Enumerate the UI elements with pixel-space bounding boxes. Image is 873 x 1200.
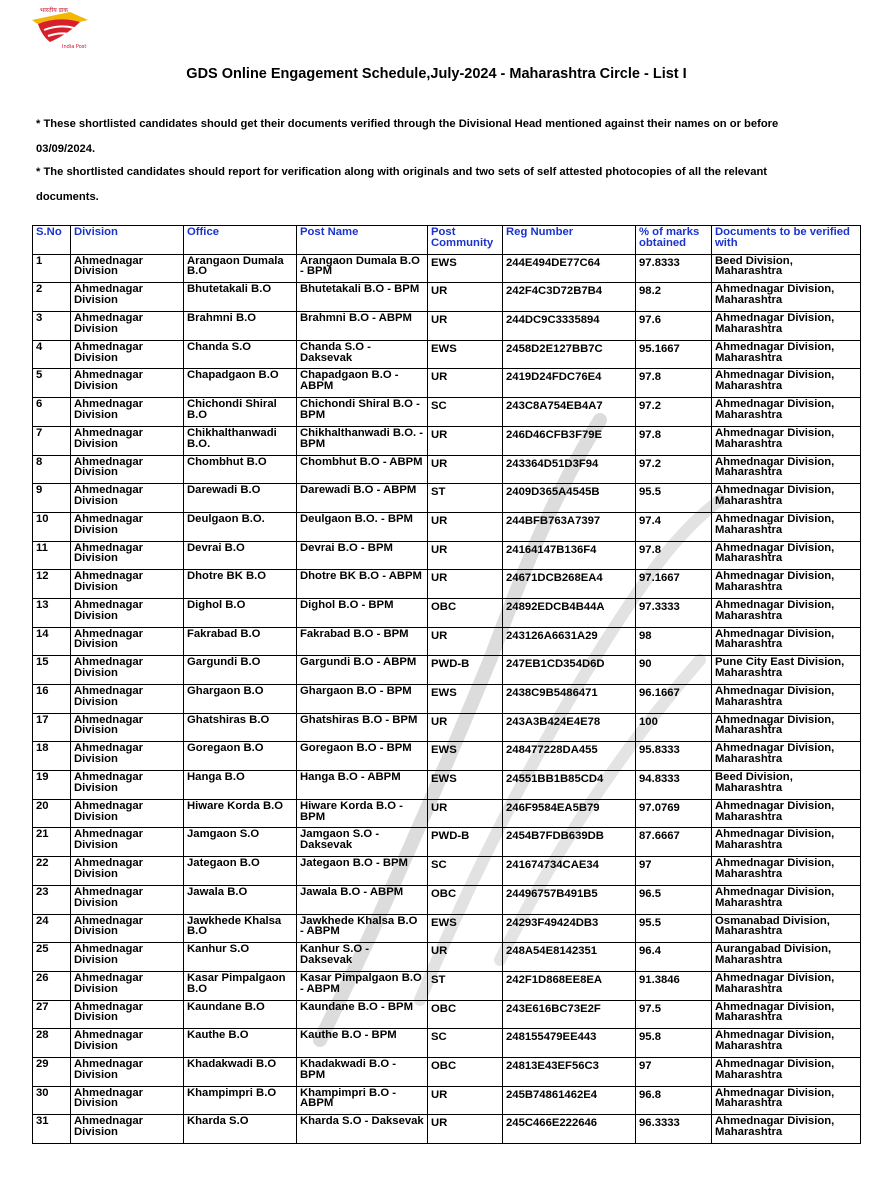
table-row bbox=[33, 713, 861, 742]
cell-reg-number: 243126A6631A29 bbox=[503, 627, 636, 656]
cell-post-name: Kasar Pimpalgaon B.O - ABPM bbox=[297, 971, 428, 1000]
cell-reg-number: 243364D51D3F94 bbox=[503, 455, 636, 484]
cell-division: Ahmednagar Division bbox=[71, 656, 184, 685]
cell-office: Devrai B.O bbox=[184, 541, 297, 570]
cell-reg-number: 24892EDCB4B44A bbox=[503, 598, 636, 627]
cell-sno: 29 bbox=[33, 1057, 71, 1086]
cell-division: Ahmednagar Division bbox=[71, 1029, 184, 1058]
table-row bbox=[33, 340, 861, 369]
cell-documents-verified-with: Ahmednagar Division, Maharashtra bbox=[712, 455, 861, 484]
cell-post-community: UR bbox=[428, 570, 503, 599]
cell-division: Ahmednagar Division bbox=[71, 943, 184, 972]
cell-marks: 97.2 bbox=[636, 455, 712, 484]
cell-sno: 7 bbox=[33, 426, 71, 455]
cell-post-community: OBC bbox=[428, 885, 503, 914]
cell-marks: 97.8333 bbox=[636, 254, 712, 283]
table-row bbox=[33, 1029, 861, 1058]
table-row bbox=[33, 1086, 861, 1115]
cell-marks: 97 bbox=[636, 857, 712, 886]
cell-post-name: Deulgaon B.O. - BPM bbox=[297, 512, 428, 541]
header-office: Office bbox=[184, 226, 297, 255]
table-row bbox=[33, 771, 861, 800]
cell-division: Ahmednagar Division bbox=[71, 627, 184, 656]
cell-office: Khadakwadi B.O bbox=[184, 1057, 297, 1086]
cell-post-community: UR bbox=[428, 943, 503, 972]
cell-post-name: Darewadi B.O - ABPM bbox=[297, 484, 428, 513]
cell-post-name: Kanhur S.O - Daksevak bbox=[297, 943, 428, 972]
cell-division: Ahmednagar Division bbox=[71, 828, 184, 857]
cell-post-community: EWS bbox=[428, 771, 503, 800]
cell-marks: 97.5 bbox=[636, 1000, 712, 1029]
cell-documents-verified-with: Ahmednagar Division, Maharashtra bbox=[712, 398, 861, 427]
cell-marks: 98 bbox=[636, 627, 712, 656]
cell-post-community: UR bbox=[428, 541, 503, 570]
cell-marks: 97.8 bbox=[636, 541, 712, 570]
cell-office: Fakrabad B.O bbox=[184, 627, 297, 656]
cell-post-community: OBC bbox=[428, 1057, 503, 1086]
cell-reg-number: 248477228DA455 bbox=[503, 742, 636, 771]
cell-division: Ahmednagar Division bbox=[71, 598, 184, 627]
cell-reg-number: 24671DCB268EA4 bbox=[503, 570, 636, 599]
cell-post-community: UR bbox=[428, 1086, 503, 1115]
cell-sno: 2 bbox=[33, 283, 71, 312]
cell-post-community: UR bbox=[428, 455, 503, 484]
cell-reg-number: 2419D24FDC76E4 bbox=[503, 369, 636, 398]
cell-office: Ghatshiras B.O bbox=[184, 713, 297, 742]
document-title: GDS Online Engagement Schedule,July-2024 - Maharashtra Circle - List I bbox=[186, 66, 687, 82]
cell-marks: 95.1667 bbox=[636, 340, 712, 369]
cell-reg-number: 244E494DE77C64 bbox=[503, 254, 636, 283]
cell-office: Darewadi B.O bbox=[184, 484, 297, 513]
table-row bbox=[33, 914, 861, 943]
cell-sno: 19 bbox=[33, 771, 71, 800]
cell-documents-verified-with: Ahmednagar Division, Maharashtra bbox=[712, 484, 861, 513]
cell-post-name: Brahmni B.O - ABPM bbox=[297, 312, 428, 341]
cell-post-name: Fakrabad B.O - BPM bbox=[297, 627, 428, 656]
cell-reg-number: 2458D2E127BB7C bbox=[503, 340, 636, 369]
cell-documents-verified-with: Ahmednagar Division, Maharashtra bbox=[712, 885, 861, 914]
cell-reg-number: 246D46CFB3F79E bbox=[503, 426, 636, 455]
cell-sno: 31 bbox=[33, 1115, 71, 1144]
cell-marks: 95.5 bbox=[636, 914, 712, 943]
table-row bbox=[33, 283, 861, 312]
cell-documents-verified-with: Ahmednagar Division, Maharashtra bbox=[712, 799, 861, 828]
cell-post-community: OBC bbox=[428, 598, 503, 627]
cell-reg-number: 248155479EE443 bbox=[503, 1029, 636, 1058]
cell-post-name: Goregaon B.O - BPM bbox=[297, 742, 428, 771]
cell-division: Ahmednagar Division bbox=[71, 541, 184, 570]
cell-office: Kanhur S.O bbox=[184, 943, 297, 972]
cell-documents-verified-with: Beed Division, Maharashtra bbox=[712, 254, 861, 283]
cell-documents-verified-with: Ahmednagar Division, Maharashtra bbox=[712, 512, 861, 541]
cell-reg-number: 2409D365A4545B bbox=[503, 484, 636, 513]
cell-sno: 9 bbox=[33, 484, 71, 513]
cell-office: Jawala B.O bbox=[184, 885, 297, 914]
cell-marks: 96.1667 bbox=[636, 685, 712, 714]
cell-division: Ahmednagar Division bbox=[71, 1086, 184, 1115]
cell-documents-verified-with: Ahmednagar Division, Maharashtra bbox=[712, 541, 861, 570]
table-row bbox=[33, 598, 861, 627]
cell-division: Ahmednagar Division bbox=[71, 312, 184, 341]
cell-sno: 30 bbox=[33, 1086, 71, 1115]
table-row bbox=[33, 1115, 861, 1144]
cell-sno: 6 bbox=[33, 398, 71, 427]
cell-sno: 18 bbox=[33, 742, 71, 771]
cell-sno: 8 bbox=[33, 455, 71, 484]
cell-reg-number: 247EB1CD354D6D bbox=[503, 656, 636, 685]
cell-marks: 97 bbox=[636, 1057, 712, 1086]
table-row bbox=[33, 484, 861, 513]
cell-post-community: UR bbox=[428, 799, 503, 828]
cell-post-community: SC bbox=[428, 857, 503, 886]
cell-reg-number: 2438C9B5486471 bbox=[503, 685, 636, 714]
cell-marks: 94.8333 bbox=[636, 771, 712, 800]
cell-documents-verified-with: Ahmednagar Division, Maharashtra bbox=[712, 713, 861, 742]
note-originals-required: * The shortlisted candidates should report for verification along with originals and two sets of self attested photocopies of all the relevant documents. bbox=[36, 166, 768, 203]
cell-post-community: UR bbox=[428, 512, 503, 541]
cell-post-community: ST bbox=[428, 484, 503, 513]
cell-office: Goregaon B.O bbox=[184, 742, 297, 771]
cell-division: Ahmednagar Division bbox=[71, 1000, 184, 1029]
cell-office: Kauthe B.O bbox=[184, 1029, 297, 1058]
table-row bbox=[33, 742, 861, 771]
cell-documents-verified-with: Aurangabad Division, Maharashtra bbox=[712, 943, 861, 972]
cell-reg-number: 24496757B491B5 bbox=[503, 885, 636, 914]
cell-reg-number: 2454B7FDB639DB bbox=[503, 828, 636, 857]
cell-post-community: UR bbox=[428, 627, 503, 656]
cell-documents-verified-with: Ahmednagar Division, Maharashtra bbox=[712, 685, 861, 714]
table-row bbox=[33, 512, 861, 541]
cell-post-name: Hanga B.O - ABPM bbox=[297, 771, 428, 800]
cell-marks: 97.3333 bbox=[636, 598, 712, 627]
cell-post-name: Chombhut B.O - ABPM bbox=[297, 455, 428, 484]
cell-marks: 97.8 bbox=[636, 426, 712, 455]
cell-post-community: SC bbox=[428, 398, 503, 427]
cell-office: Chichondi Shiral B.O bbox=[184, 398, 297, 427]
cell-office: Brahmni B.O bbox=[184, 312, 297, 341]
cell-division: Ahmednagar Division bbox=[71, 713, 184, 742]
cell-office: Chikhalthanwadi B.O. bbox=[184, 426, 297, 455]
cell-post-community: EWS bbox=[428, 254, 503, 283]
table-row bbox=[33, 369, 861, 398]
cell-marks: 100 bbox=[636, 713, 712, 742]
cell-sno: 25 bbox=[33, 943, 71, 972]
engagement-schedule-table bbox=[32, 225, 861, 1144]
cell-sno: 20 bbox=[33, 799, 71, 828]
cell-sno: 14 bbox=[33, 627, 71, 656]
cell-documents-verified-with: Ahmednagar Division, Maharashtra bbox=[712, 857, 861, 886]
cell-post-community: OBC bbox=[428, 1000, 503, 1029]
cell-office: Kaundane B.O bbox=[184, 1000, 297, 1029]
cell-office: Deulgaon B.O. bbox=[184, 512, 297, 541]
cell-post-name: Jamgaon S.O - Daksevak bbox=[297, 828, 428, 857]
header-post-name: Post Name bbox=[297, 226, 428, 255]
cell-division: Ahmednagar Division bbox=[71, 914, 184, 943]
header-documents-verified-with: Documents to be verified with bbox=[712, 226, 861, 255]
cell-division: Ahmednagar Division bbox=[71, 369, 184, 398]
cell-division: Ahmednagar Division bbox=[71, 1115, 184, 1144]
cell-marks: 96.8 bbox=[636, 1086, 712, 1115]
table-row bbox=[33, 857, 861, 886]
cell-division: Ahmednagar Division bbox=[71, 455, 184, 484]
cell-post-community: EWS bbox=[428, 340, 503, 369]
cell-reg-number: 244DC9C3335894 bbox=[503, 312, 636, 341]
note-verification-deadline: * These shortlisted candidates should get their documents verified through the Divisional Head mentioned against their names on or before 03/09/2024. bbox=[36, 118, 779, 155]
cell-reg-number: 242F1D868EE8EA bbox=[503, 971, 636, 1000]
cell-marks: 96.4 bbox=[636, 943, 712, 972]
cell-post-name: Chikhalthanwadi B.O. - BPM bbox=[297, 426, 428, 455]
table-row bbox=[33, 426, 861, 455]
table-row bbox=[33, 254, 861, 283]
cell-office: Jamgaon S.O bbox=[184, 828, 297, 857]
cell-division: Ahmednagar Division bbox=[71, 340, 184, 369]
cell-post-community: UR bbox=[428, 369, 503, 398]
cell-division: Ahmednagar Division bbox=[71, 512, 184, 541]
cell-documents-verified-with: Ahmednagar Division, Maharashtra bbox=[712, 828, 861, 857]
cell-documents-verified-with: Ahmednagar Division, Maharashtra bbox=[712, 1115, 861, 1144]
cell-marks: 95.8 bbox=[636, 1029, 712, 1058]
cell-office: Arangaon Dumala B.O bbox=[184, 254, 297, 283]
table-row bbox=[33, 570, 861, 599]
cell-sno: 16 bbox=[33, 685, 71, 714]
cell-sno: 24 bbox=[33, 914, 71, 943]
cell-post-name: Dhotre BK B.O - ABPM bbox=[297, 570, 428, 599]
cell-post-community: EWS bbox=[428, 742, 503, 771]
header-reg-number: Reg Number bbox=[503, 226, 636, 255]
cell-marks: 97.6 bbox=[636, 312, 712, 341]
table-row bbox=[33, 312, 861, 341]
cell-post-name: Gargundi B.O - ABPM bbox=[297, 656, 428, 685]
cell-post-name: Khadakwadi B.O - BPM bbox=[297, 1057, 428, 1086]
cell-reg-number: 24164147B136F4 bbox=[503, 541, 636, 570]
header-division: Division bbox=[71, 226, 184, 255]
cell-reg-number: 24551BB1B85CD4 bbox=[503, 771, 636, 800]
cell-post-community: UR bbox=[428, 312, 503, 341]
cell-office: Kharda S.O bbox=[184, 1115, 297, 1144]
cell-office: Dhotre BK B.O bbox=[184, 570, 297, 599]
cell-reg-number: 248A54E8142351 bbox=[503, 943, 636, 972]
cell-post-name: Jawala B.O - ABPM bbox=[297, 885, 428, 914]
cell-division: Ahmednagar Division bbox=[71, 484, 184, 513]
cell-office: Jategaon B.O bbox=[184, 857, 297, 886]
cell-marks: 90 bbox=[636, 656, 712, 685]
cell-reg-number: 243E616BC73E2F bbox=[503, 1000, 636, 1029]
cell-documents-verified-with: Beed Division, Maharashtra bbox=[712, 771, 861, 800]
table-row bbox=[33, 685, 861, 714]
cell-post-name: Hiware Korda B.O - BPM bbox=[297, 799, 428, 828]
cell-marks: 97.2 bbox=[636, 398, 712, 427]
cell-marks: 98.2 bbox=[636, 283, 712, 312]
cell-marks: 97.0769 bbox=[636, 799, 712, 828]
cell-sno: 12 bbox=[33, 570, 71, 599]
table-row bbox=[33, 943, 861, 972]
cell-office: Jawkhede Khalsa B.O bbox=[184, 914, 297, 943]
header-post-community: Post Community bbox=[428, 226, 503, 255]
cell-office: Bhutetakali B.O bbox=[184, 283, 297, 312]
cell-post-community: UR bbox=[428, 713, 503, 742]
cell-post-name: Khampimpri B.O - ABPM bbox=[297, 1086, 428, 1115]
cell-division: Ahmednagar Division bbox=[71, 685, 184, 714]
cell-post-community: EWS bbox=[428, 914, 503, 943]
cell-post-community: ST bbox=[428, 971, 503, 1000]
cell-sno: 13 bbox=[33, 598, 71, 627]
cell-post-name: Jawkhede Khalsa B.O - ABPM bbox=[297, 914, 428, 943]
cell-post-name: Chanda S.O - Daksevak bbox=[297, 340, 428, 369]
cell-documents-verified-with: Ahmednagar Division, Maharashtra bbox=[712, 742, 861, 771]
cell-division: Ahmednagar Division bbox=[71, 426, 184, 455]
cell-division: Ahmednagar Division bbox=[71, 799, 184, 828]
cell-documents-verified-with: Ahmednagar Division, Maharashtra bbox=[712, 1029, 861, 1058]
cell-office: Dighol B.O bbox=[184, 598, 297, 627]
cell-reg-number: 245C466E222646 bbox=[503, 1115, 636, 1144]
cell-sno: 26 bbox=[33, 971, 71, 1000]
cell-documents-verified-with: Ahmednagar Division, Maharashtra bbox=[712, 598, 861, 627]
cell-post-name: Chichondi Shiral B.O - BPM bbox=[297, 398, 428, 427]
cell-division: Ahmednagar Division bbox=[71, 857, 184, 886]
cell-documents-verified-with: Ahmednagar Division, Maharashtra bbox=[712, 1057, 861, 1086]
cell-office: Chombhut B.O bbox=[184, 455, 297, 484]
cell-post-name: Arangaon Dumala B.O - BPM bbox=[297, 254, 428, 283]
cell-reg-number: 24813E43EF56C3 bbox=[503, 1057, 636, 1086]
cell-post-name: Chapadgaon B.O - ABPM bbox=[297, 369, 428, 398]
cell-post-name: Dighol B.O - BPM bbox=[297, 598, 428, 627]
cell-marks: 87.6667 bbox=[636, 828, 712, 857]
table-row bbox=[33, 398, 861, 427]
cell-documents-verified-with: Ahmednagar Division, Maharashtra bbox=[712, 1086, 861, 1115]
cell-sno: 10 bbox=[33, 512, 71, 541]
cell-marks: 97.4 bbox=[636, 512, 712, 541]
cell-sno: 15 bbox=[33, 656, 71, 685]
cell-office: Khampimpri B.O bbox=[184, 1086, 297, 1115]
cell-post-community: SC bbox=[428, 1029, 503, 1058]
cell-documents-verified-with: Osmanabad Division, Maharashtra bbox=[712, 914, 861, 943]
table-header-row bbox=[33, 226, 861, 255]
cell-office: Hanga B.O bbox=[184, 771, 297, 800]
cell-reg-number: 241674734CAE34 bbox=[503, 857, 636, 886]
cell-post-community: UR bbox=[428, 283, 503, 312]
cell-marks: 97.1667 bbox=[636, 570, 712, 599]
cell-reg-number: 24293F49424DB3 bbox=[503, 914, 636, 943]
cell-post-name: Bhutetakali B.O - BPM bbox=[297, 283, 428, 312]
cell-division: Ahmednagar Division bbox=[71, 398, 184, 427]
cell-documents-verified-with: Ahmednagar Division, Maharashtra bbox=[712, 340, 861, 369]
cell-sno: 27 bbox=[33, 1000, 71, 1029]
cell-reg-number: 243A3B424E4E78 bbox=[503, 713, 636, 742]
table-row bbox=[33, 1000, 861, 1029]
cell-sno: 28 bbox=[33, 1029, 71, 1058]
table-row bbox=[33, 541, 861, 570]
table-row bbox=[33, 1057, 861, 1086]
cell-division: Ahmednagar Division bbox=[71, 1057, 184, 1086]
cell-documents-verified-with: Ahmednagar Division, Maharashtra bbox=[712, 627, 861, 656]
cell-post-name: Ghatshiras B.O - BPM bbox=[297, 713, 428, 742]
cell-division: Ahmednagar Division bbox=[71, 742, 184, 771]
cell-reg-number: 242F4C3D72B7B4 bbox=[503, 283, 636, 312]
table-row bbox=[33, 828, 861, 857]
cell-sno: 5 bbox=[33, 369, 71, 398]
cell-division: Ahmednagar Division bbox=[71, 283, 184, 312]
cell-sno: 3 bbox=[33, 312, 71, 341]
header-sno: S.No bbox=[33, 226, 71, 255]
cell-post-community: PWD-B bbox=[428, 828, 503, 857]
cell-marks: 96.3333 bbox=[636, 1115, 712, 1144]
cell-marks: 95.5 bbox=[636, 484, 712, 513]
cell-office: Chapadgaon B.O bbox=[184, 369, 297, 398]
cell-division: Ahmednagar Division bbox=[71, 971, 184, 1000]
table-row bbox=[33, 799, 861, 828]
cell-reg-number: 246F9584EA5B79 bbox=[503, 799, 636, 828]
cell-reg-number: 243C8A754EB4A7 bbox=[503, 398, 636, 427]
header-marks: % of marks obtained bbox=[636, 226, 712, 255]
cell-post-community: PWD-B bbox=[428, 656, 503, 685]
cell-marks: 96.5 bbox=[636, 885, 712, 914]
cell-documents-verified-with: Ahmednagar Division, Maharashtra bbox=[712, 283, 861, 312]
table-row bbox=[33, 971, 861, 1000]
cell-sno: 17 bbox=[33, 713, 71, 742]
cell-post-community: UR bbox=[428, 426, 503, 455]
cell-division: Ahmednagar Division bbox=[71, 771, 184, 800]
cell-reg-number: 245B74861462E4 bbox=[503, 1086, 636, 1115]
cell-division: Ahmednagar Division bbox=[71, 885, 184, 914]
cell-division: Ahmednagar Division bbox=[71, 570, 184, 599]
cell-marks: 97.8 bbox=[636, 369, 712, 398]
cell-documents-verified-with: Ahmednagar Division, Maharashtra bbox=[712, 312, 861, 341]
cell-marks: 91.3846 bbox=[636, 971, 712, 1000]
cell-documents-verified-with: Ahmednagar Division, Maharashtra bbox=[712, 570, 861, 599]
cell-office: Kasar Pimpalgaon B.O bbox=[184, 971, 297, 1000]
cell-office: Hiware Korda B.O bbox=[184, 799, 297, 828]
cell-post-name: Kauthe B.O - BPM bbox=[297, 1029, 428, 1058]
cell-office: Chanda S.O bbox=[184, 340, 297, 369]
cell-sno: 22 bbox=[33, 857, 71, 886]
cell-documents-verified-with: Ahmednagar Division, Maharashtra bbox=[712, 369, 861, 398]
cell-post-name: Ghargaon B.O - BPM bbox=[297, 685, 428, 714]
cell-sno: 11 bbox=[33, 541, 71, 570]
cell-division: Ahmednagar Division bbox=[71, 254, 184, 283]
cell-sno: 1 bbox=[33, 254, 71, 283]
cell-office: Ghargaon B.O bbox=[184, 685, 297, 714]
cell-sno: 21 bbox=[33, 828, 71, 857]
cell-office: Gargundi B.O bbox=[184, 656, 297, 685]
cell-documents-verified-with: Ahmednagar Division, Maharashtra bbox=[712, 1000, 861, 1029]
cell-post-community: UR bbox=[428, 1115, 503, 1144]
cell-sno: 23 bbox=[33, 885, 71, 914]
cell-reg-number: 244BFB763A7397 bbox=[503, 512, 636, 541]
table-row bbox=[33, 455, 861, 484]
table-row bbox=[33, 885, 861, 914]
cell-post-name: Kharda S.O - Daksevak bbox=[297, 1115, 428, 1144]
cell-marks: 95.8333 bbox=[636, 742, 712, 771]
logo-english-text: India Post bbox=[62, 44, 87, 50]
cell-documents-verified-with: Ahmednagar Division, Maharashtra bbox=[712, 971, 861, 1000]
table-row bbox=[33, 627, 861, 656]
cell-post-name: Jategaon B.O - BPM bbox=[297, 857, 428, 886]
table-row bbox=[33, 656, 861, 685]
cell-documents-verified-with: Pune City East Division, Maharashtra bbox=[712, 656, 861, 685]
logo-hindi-text: भारतीय डाक bbox=[40, 7, 68, 14]
cell-documents-verified-with: Ahmednagar Division, Maharashtra bbox=[712, 426, 861, 455]
cell-sno: 4 bbox=[33, 340, 71, 369]
cell-post-community: EWS bbox=[428, 685, 503, 714]
cell-post-name: Kaundane B.O - BPM bbox=[297, 1000, 428, 1029]
cell-post-name: Devrai B.O - BPM bbox=[297, 541, 428, 570]
